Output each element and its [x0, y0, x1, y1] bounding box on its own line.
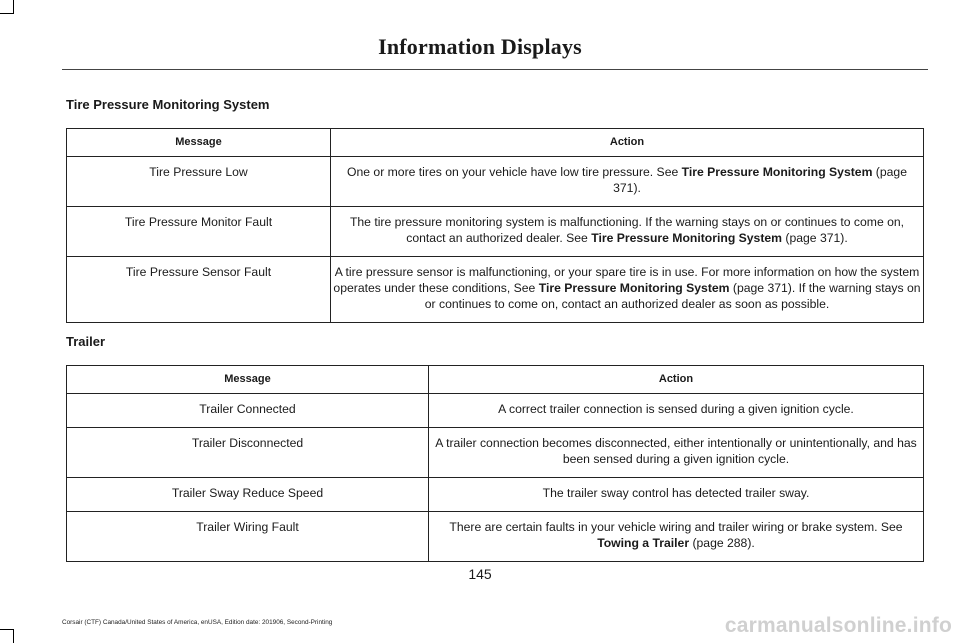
trailer-table: [66, 365, 924, 562]
column-header-message: Message: [67, 366, 429, 394]
table-header-row: [67, 129, 924, 157]
action-text: A correct trailer connection is sensed during a given ignition cycle.: [498, 402, 854, 416]
action-cell: [331, 207, 924, 257]
message-cell: Trailer Disconnected: [67, 428, 429, 478]
action-text: A tire pressure sensor is malfunctioning, or your spare tire is in use. For more information on how the system operates under these conditions, See: [333, 265, 920, 295]
page-reference: (page 371). If the warning stays on or continues to come on, contact an authorized dealer as soon as possible.: [424, 281, 921, 311]
section-heading-tpms: Tire Pressure Monitoring System: [66, 97, 270, 112]
action-cell: [429, 394, 924, 428]
message-cell: Trailer Sway Reduce Speed: [67, 478, 429, 512]
table-header-row: [67, 366, 924, 394]
action-cell: [429, 512, 924, 562]
cross-reference-link[interactable]: Tire Pressure Monitoring System: [538, 281, 730, 295]
title-rule: [62, 69, 928, 70]
message-cell: Tire Pressure Low: [67, 157, 331, 207]
table-row: [67, 394, 924, 428]
page-number: 145: [468, 566, 492, 582]
action-cell: [429, 428, 924, 478]
action-text: The tire pressure monitoring system is malfunctioning. If the warning stays on or continues to come on, contact an authorized dealer. See: [349, 215, 905, 245]
page-title: Information Displays: [378, 34, 582, 59]
action-text: A trailer connection becomes disconnected, either intentionally or unintentionally, and has been sensed during a given ignition cycle.: [435, 436, 917, 466]
action-text: The trailer sway control has detected trailer sway.: [542, 486, 810, 500]
column-header-action: Action: [331, 129, 924, 157]
action-cell: [331, 257, 924, 323]
tpms-table: [66, 128, 924, 323]
action-cell: [429, 478, 924, 512]
message-cell: Tire Pressure Monitor Fault: [67, 207, 331, 257]
table-row: [67, 157, 924, 207]
section-heading-trailer: Trailer: [66, 334, 106, 349]
action-text: There are certain faults in your vehicle wiring and trailer wiring or brake system. See: [449, 520, 903, 534]
watermark-logo: carmanualsonline.info: [724, 614, 952, 637]
table-row: [67, 428, 924, 478]
message-cell: Trailer Wiring Fault: [67, 512, 429, 562]
crop-mark-top-left: [0, 0, 14, 14]
crop-mark-bottom-left: [0, 629, 14, 643]
column-header-action: Action: [429, 366, 924, 394]
action-cell: [331, 157, 924, 207]
cross-reference-link[interactable]: Towing a Trailer: [597, 536, 690, 550]
page-reference: (page 288).: [689, 536, 755, 550]
edition-footer: Corsair (CTF) Canada/United States of America, enUSA, Edition date: 201906, Second-Printing: [62, 619, 333, 626]
action-text: One or more tires on your vehicle have low tire pressure. See: [347, 165, 682, 179]
page-reference: (page 371).: [613, 165, 907, 195]
message-cell: Trailer Connected: [67, 394, 429, 428]
table-row: [67, 257, 924, 323]
cross-reference-link[interactable]: Tire Pressure Monitoring System: [681, 165, 873, 179]
message-cell: Tire Pressure Sensor Fault: [67, 257, 331, 323]
cross-reference-link[interactable]: Tire Pressure Monitoring System: [591, 231, 783, 245]
table-row: [67, 478, 924, 512]
table-row: [67, 207, 924, 257]
table-row: [67, 512, 924, 562]
page-reference: (page 371).: [782, 231, 848, 245]
column-header-message: Message: [67, 129, 331, 157]
